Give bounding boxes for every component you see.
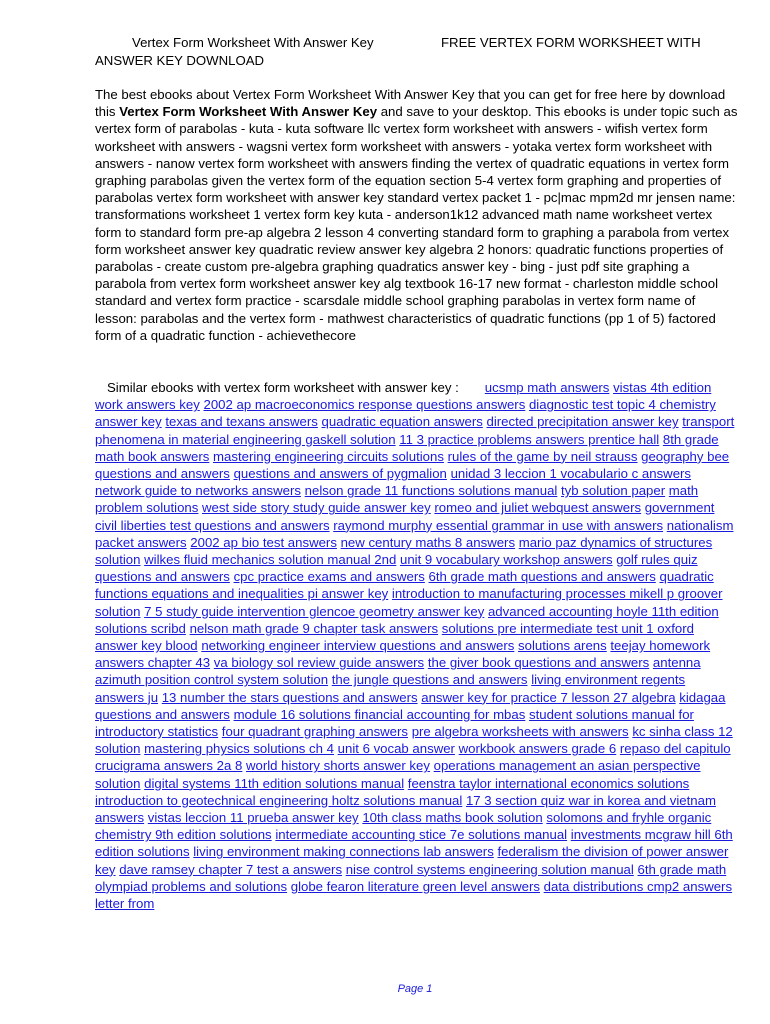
ebook-link[interactable]: nise control systems engineering solution manual [345, 861, 634, 877]
ebook-link[interactable]: mastering engineering circuits solutions [213, 448, 444, 464]
ebook-link[interactable]: va biology sol review guide answers [213, 655, 425, 671]
ebook-link[interactable]: rules of the game by neil strauss [447, 448, 638, 464]
ebook-link[interactable]: diagnostic test topic 4 chemistry answer key [95, 397, 716, 430]
ebook-link[interactable]: antenna azimuth position control system solution [95, 655, 701, 688]
ebook-link[interactable]: investments mcgraw hill 6th edition solutions [95, 827, 733, 860]
ebook-link[interactable]: golf rules quiz questions and answers [95, 552, 698, 585]
ebook-link[interactable]: math problem solutions [95, 483, 699, 516]
ebook-link[interactable]: 7 5 study guide intervention glencoe geometry answer key [144, 603, 485, 619]
ebook-link[interactable]: raymond murphy essential grammar in use with answers [333, 517, 664, 533]
ebook-link[interactable]: kidagaa questions and answers [95, 689, 726, 722]
ebook-link[interactable]: data distributions cmp2 answers [543, 878, 733, 894]
ebook-link[interactable]: questions and answers of pygmalion [233, 466, 447, 482]
ebook-link[interactable]: the jungle questions and answers [331, 672, 528, 688]
intro-paragraph [95, 86, 740, 344]
similar-ebooks-lead: Similar ebooks with vertex form worksheet with answer key : [107, 380, 459, 395]
ebook-link[interactable]: living environment regents answers ju [95, 672, 686, 705]
ebook-link[interactable]: workbook answers grade 6 [458, 741, 617, 757]
ebook-link[interactable]: kc sinha class 12 solution [95, 724, 733, 757]
ebook-link[interactable]: introduction to manufacturing processes mikell p groover solution [95, 586, 723, 619]
ebook-link[interactable]: nationalism packet answers [95, 517, 734, 550]
ebook-link[interactable]: mario paz dynamics of structures solution [95, 534, 713, 568]
ebook-link[interactable]: directed precipitation answer key [486, 414, 679, 430]
ebook-link[interactable]: solutions pre intermediate test unit 1 oxford [441, 620, 694, 636]
ebook-link[interactable]: advanced accounting hoyle 11th edition solutions scribd [95, 603, 719, 636]
ebook-link[interactable]: letter from [95, 896, 155, 912]
ebook-link[interactable]: network guide to networks answers [95, 483, 301, 499]
ebook-link[interactable]: feenstra taylor international economics solutions [407, 775, 690, 791]
ebook-link[interactable]: unit 9 vocabulary workshop answers [399, 552, 613, 568]
ebook-link[interactable]: introduction to geotechnical engineering holtz solutions manual [95, 792, 463, 808]
ebook-link[interactable]: 13 number the stars questions and answers [161, 689, 418, 705]
ebook-link[interactable]: the giver book questions and answers [427, 655, 650, 671]
ebook-link[interactable]: 11 3 practice problems answers prentice hall [399, 431, 660, 447]
ebook-link[interactable]: ucsmp math answers [484, 380, 610, 395]
ebook-link[interactable]: world history shorts answer key [246, 758, 430, 774]
ebook-link[interactable]: globe fearon literature green level answers [290, 878, 540, 894]
ebook-link[interactable]: 6th grade math questions and answers [428, 569, 656, 585]
ebook-link[interactable]: unit 6 vocab answer [337, 741, 455, 757]
ebook-link[interactable]: unidad 3 leccion 1 vocabulario c answers [450, 466, 692, 482]
ebook-link[interactable]: solutions arens [518, 638, 607, 654]
ebook-link[interactable]: mastering physics solutions ch 4 [144, 741, 334, 757]
ebook-link[interactable]: 2002 ap macroeconomics response questions answers [203, 397, 526, 413]
ebook-link[interactable]: student solutions manual for introductory statistics [95, 706, 694, 740]
ebook-link[interactable]: 17 3 section quiz war in korea and vietnam answers [95, 792, 716, 826]
ebook-link[interactable]: solomons and fryhle organic chemistry 9th edition solutions [95, 810, 712, 843]
similar-ebooks-paragraph [95, 379, 735, 912]
ebook-link[interactable]: answer key for practice 7 lesson 27 algebra [421, 689, 676, 705]
ebook-link[interactable]: new century maths 8 answers [340, 534, 516, 550]
ebook-link[interactable]: 8th grade math book answers [95, 431, 719, 464]
ebook-link[interactable]: vistas leccion 11 prueba answer key [147, 810, 359, 826]
ebook-link[interactable]: networking engineer interview questions and answers [201, 638, 515, 654]
ebook-link[interactable]: teejay homework answers chapter 43 [95, 638, 711, 671]
ebook-link[interactable]: 2002 ap bio test answers [190, 534, 337, 550]
ebook-link[interactable]: geography bee questions and answers [95, 448, 730, 482]
ebook-link[interactable]: intermediate accounting stice 7e solutions manual [275, 827, 568, 843]
ebook-link[interactable]: romeo and juliet webquest answers [434, 500, 642, 516]
ebook-link[interactable]: repaso del capitulo crucigrama answers 2a 8 [95, 741, 731, 774]
intro-text-post: and save to your desktop. This ebooks is under topic such as vertex form of parabolas - kuta - kuta software llc vertex form worksheet with answers - wifish vertex form worksheet with answers - wagsni vertex form worksheet with answers - yotaka vertex form worksheet with answers - nanow vertex form worksheet with answers finding the vertex of quadratic equations in vertex form graphing parabolas given the vertex form of the equation section 5-4 vertex form graphing and properties of parabolas vertex form worksheet with answer key standard vertex packet 1 - pc|mac mpm2d mr jensen name: transformations worksheet 1 vertex form key kuta - anderson1k12 advanced math name worksheet vertex form to standard form pre-ap algebra 2 lesson 4 converting standard form to graphing a parabola from vertex form worksheet answer key quadratic review answer key algebra 2 honors: quadratic functions properties of parabolas - create custom pre-algebra graphing quadratics answer key - bing - just pdf site graphing a parabola from vertex form worksheet answer key alg textbook 16-17 new format - charleston middle school standard and vertex form practice - scarsdale middle school graphing parabolas in vertex form name of lesson: parabolas and the vertex form - mathwest characteristics of quadratic functions (pp 1 of 5) factored form of a quadratic function - achievethecore [95, 104, 738, 343]
ebook-link[interactable]: cpc practice exams and answers [233, 569, 425, 585]
header-title-right: FREE VERTEX FORM WORKSHEET WITH [441, 35, 701, 50]
ebook-link[interactable]: digital systems 11th edition solutions manual [144, 775, 405, 791]
ebook-link[interactable]: government civil liberties test questions and answers [95, 500, 715, 533]
ebook-link[interactable]: dave ramsey chapter 7 test a answers [119, 861, 343, 877]
ebook-link[interactable]: pre algebra worksheets with answers [411, 724, 629, 740]
similar-ebooks-links [95, 380, 734, 911]
intro-text-bold: Vertex Form Worksheet With Answer Key [119, 104, 378, 120]
ebook-link[interactable]: wilkes fluid mechanics solution manual 2nd [144, 552, 397, 568]
ebook-link[interactable]: texas and texans answers [165, 414, 318, 430]
header-title-line2: ANSWER KEY DOWNLOAD [95, 52, 265, 68]
ebook-link[interactable]: 10th class maths book solution [362, 810, 543, 826]
ebook-link[interactable]: living environment making connections lab answers [193, 844, 494, 860]
ebook-link[interactable]: nelson math grade 9 chapter task answers [189, 620, 439, 636]
ebook-link[interactable]: west side story study guide answer key [202, 500, 431, 516]
ebook-link[interactable]: federalism the division of power answer key [95, 844, 729, 877]
page-number: Page 1 [397, 983, 433, 995]
ebook-link[interactable]: four quadrant graphing answers [221, 724, 409, 740]
ebook-link[interactable]: transport phenomena in material engineering gaskell solution [95, 414, 735, 447]
ebook-link[interactable]: vistas 4th edition work answers key [95, 380, 712, 413]
ebook-link[interactable]: 6th grade math olympiad problems and solutions [95, 861, 727, 894]
header-title-left: Vertex Form Worksheet With Answer Key [132, 35, 374, 50]
intro-text-pre: The best ebooks about Vertex Form Worksheet With Answer Key that you can get for free here by download this [95, 87, 726, 120]
ebook-link[interactable]: module 16 solutions financial accounting for mbas [233, 706, 526, 722]
ebook-link[interactable]: operations management an asian perspective solution [95, 758, 701, 791]
ebook-link[interactable]: quadratic functions equations and inequalities pi answer key [95, 569, 714, 602]
ebook-link[interactable]: tyb solution paper [561, 483, 666, 499]
ebook-link[interactable]: quadratic equation answers [321, 414, 483, 430]
ebook-link[interactable]: nelson grade 11 functions solutions manual [304, 483, 558, 499]
ebook-link[interactable]: answer key blood [95, 638, 198, 654]
